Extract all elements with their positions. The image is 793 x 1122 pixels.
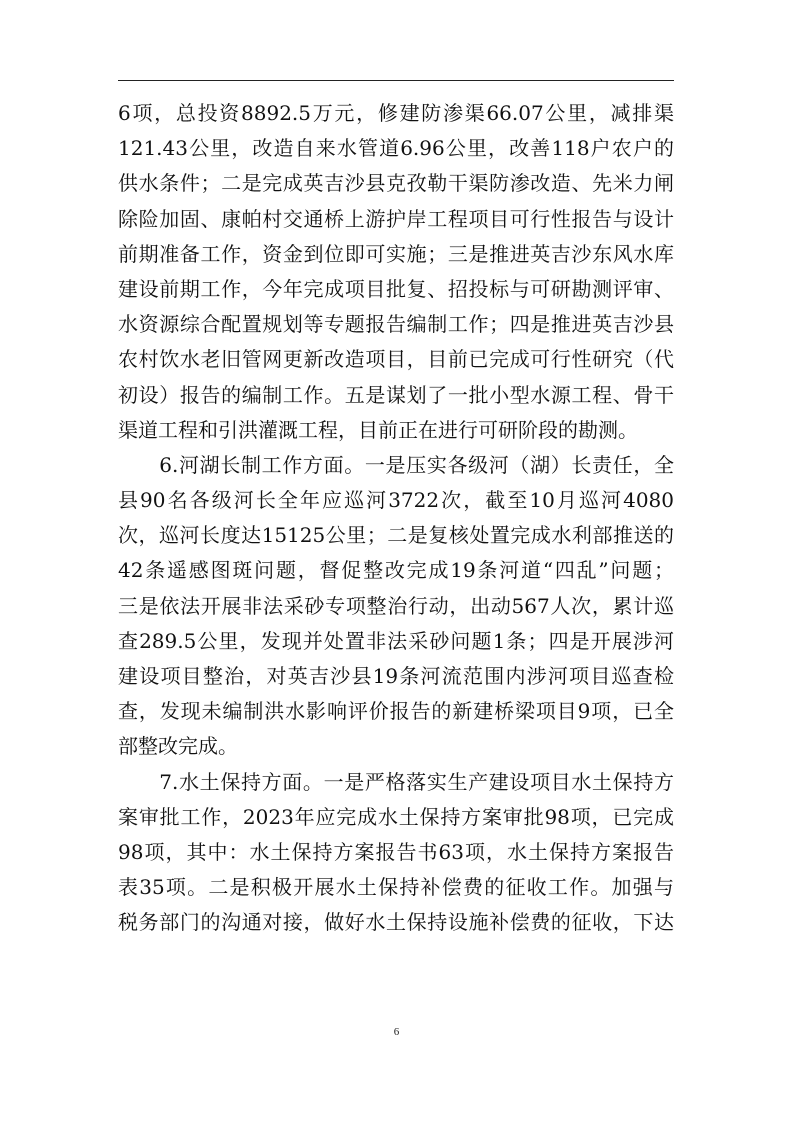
text-line: 水资源综合配置规划等专题报告编制工作；四是推进英吉沙县 [118, 312, 674, 337]
text-line: 6.河湖长制工作方面。一是压实各级河（湖）长责任，全 [118, 452, 674, 477]
text-line: 农村饮水老旧管网更新改造项目，目前已完成可行性研究（代 [118, 347, 674, 372]
text-line: 查，发现未编制洪水影响评价报告的新建桥梁项目9项，已全 [118, 699, 674, 724]
text-line: 查289.5公里，发现并处置非法采砂问题1条；四是开展涉河 [118, 628, 674, 653]
text-line: 前期准备工作，资金到位即可实施；三是推进英吉沙东风水库 [118, 241, 674, 266]
text-line: 98项，其中：水土保持方案报告书63项，水土保持方案报告 [118, 839, 674, 864]
text-line: 部整改完成。 [118, 734, 238, 759]
text-line: 121.43公里，改造自来水管道6.96公里，改善118户农户的 [118, 136, 674, 161]
text-line: 初设）报告的编制工作。五是谋划了一批小型水源工程、骨干 [118, 382, 674, 407]
text-line: 县90名各级河长全年应巡河3722次，截至10月巡河4080 [118, 488, 674, 513]
text-line: 渠道工程和引洪灌溉工程，目前正在进行可研阶段的勘测。 [118, 417, 638, 442]
text-line: 6项，总投资8892.5万元，修建防渗渠66.07公里，减排渠 [118, 101, 674, 125]
page-number: 6 [393, 1026, 400, 1038]
text-line: 除险加固、康帕村交通桥上游护岸工程项目可行性报告与设计 [118, 206, 674, 231]
text-line: 建设项目整治，对英吉沙县19条河流范围内涉河项目巡查检 [118, 664, 674, 688]
text-line: 表35项。二是积极开展水土保持补偿费的征收工作。加强与 [118, 875, 674, 900]
text-line: 案审批工作，2023年应完成水土保持方案审批98项，已完成 [118, 804, 674, 829]
text-line: 三是依法开展非法采砂专项整治行动，出动567人次，累计巡 [118, 593, 674, 618]
text-line: 税务部门的沟通对接，做好水土保持设施补偿费的征收，下达 [118, 910, 674, 935]
text-line: 建设前期工作，今年完成项目批复、招投标与可研勘测评审、 [118, 276, 674, 301]
body-text [118, 96, 674, 941]
text-line: 供水条件；二是完成英吉沙县克孜勒干渠防渗改造、先米力闸 [118, 171, 674, 196]
text-line: 7.水土保持方面。一是严格落实生产建设项目水土保持方 [118, 769, 674, 794]
text-line: 次，巡河长度达15125公里；二是复核处置完成水利部推送的 [118, 523, 674, 548]
text-line: 42条遥感图斑问题，督促整改完成19条河道“四乱”问题； [118, 558, 674, 583]
header-rule [118, 80, 674, 81]
